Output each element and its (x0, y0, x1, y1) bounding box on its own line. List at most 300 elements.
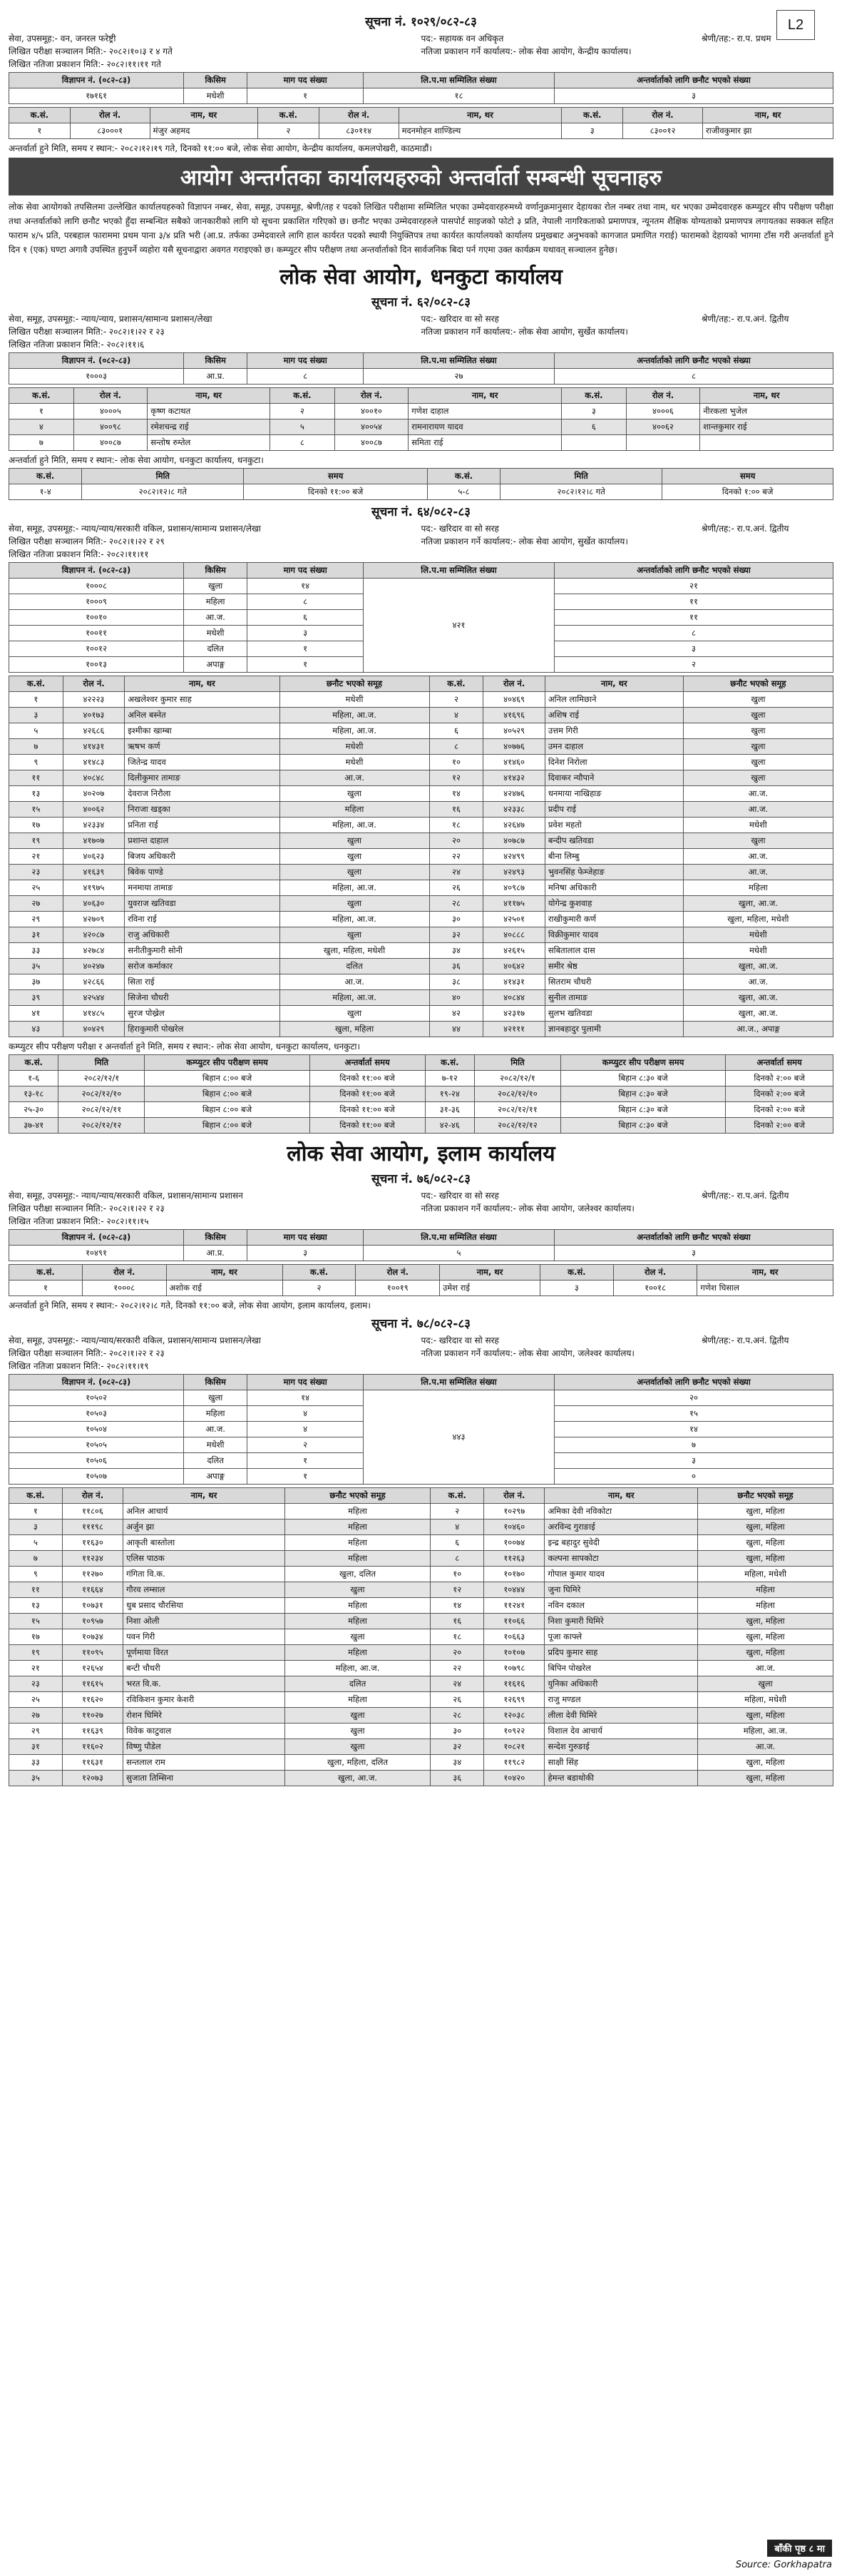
table-cell: प्रनिता राई (125, 818, 279, 833)
table-cell: खुला (184, 1390, 247, 1406)
table-cell: ३० (431, 1724, 484, 1739)
table-cell: आ.ज. (683, 974, 833, 990)
table-cell: ४०८४४ (483, 990, 545, 1006)
office-heading: लोक सेवा आयोग, धनकुटा कार्यालय (279, 265, 563, 290)
table-cell: ४२५०१ (483, 912, 545, 927)
header-row (9, 676, 833, 692)
table-cell: १०२९७ (484, 1504, 545, 1519)
table-cell: भुवनसिंह फेम्जेहाङ (545, 865, 683, 880)
table-cell: ८३०११४ (319, 123, 399, 139)
table-cell: ३२ (431, 1739, 484, 1755)
column-header: रोल नं. (626, 388, 700, 404)
table-cell: १०१७० (484, 1567, 545, 1582)
result-date: लिखित नतिजा प्रकाशन मिति:- २०८२।११।११ (9, 549, 149, 559)
notice-meta: सेवा, समूह, उपसमूह:- न्याय/न्याय/सरकारी वकिल, प्रशासन/सामान्य प्रशासन पद:- खरिदार वा सो सरह श्रेणी/तह:- रा.प.अनं. द्वितीय (9, 1191, 789, 1201)
column-header: क.सं. (9, 1265, 83, 1281)
table-cell: बन्दीप खतिवडा (545, 833, 683, 849)
table-cell: १०५०२ (9, 1390, 184, 1406)
table-cell: १०००३ (9, 369, 184, 385)
table-cell: अनिल लामिछाने (545, 692, 683, 708)
table-cell: खुला (279, 927, 429, 943)
table-cell: ऋषभ कर्ण (125, 739, 279, 755)
column-header: नाम, थर (697, 1265, 833, 1281)
table-cell: ११६६४ (62, 1582, 123, 1598)
column-header: माग पद संख्या (247, 1375, 364, 1390)
header-row (9, 388, 833, 404)
table-cell: १०५०५ (9, 1437, 184, 1453)
table-cell: ११२७० (62, 1567, 123, 1582)
column-header: रोल नं. (63, 676, 125, 692)
table-cell: ७ (9, 435, 74, 451)
table-cell: मनमाया तामाङ (125, 880, 279, 896)
table-cell: खुला (279, 849, 429, 865)
result-date: लिखित नतिजा प्रकाशन मिति:- २०८२।११।१९ (9, 1361, 149, 1371)
table-row (9, 1086, 833, 1102)
table-cell: महिला (284, 1692, 431, 1708)
table-cell: ८ (555, 369, 833, 385)
column-header: नाम, थर (166, 1265, 282, 1281)
table-cell: दिनको २:०० बजे (726, 1086, 833, 1102)
notice-meta: सेवा, उपसमूह:- वन, जनरल फरेष्ट्री पद:- सहायक वन अधिकृत श्रेणी/तह:- रा.प. प्रथम (9, 34, 771, 44)
column-header: नाम, थर (150, 108, 257, 123)
table-cell: आ.ज. (683, 849, 833, 865)
table-cell: ४१४३२ (483, 770, 545, 786)
column-header: रोल नं. (62, 1488, 123, 1504)
table-cell: खुला, आ.ज. (683, 959, 833, 974)
table-cell: ११६३९ (62, 1724, 123, 1739)
table-cell: २४ (429, 865, 483, 880)
table-cell: सिजेना चौधरी (125, 990, 279, 1006)
page-label: L2 (776, 10, 815, 40)
table-cell: २ (247, 1437, 364, 1453)
column-header: रोल नं. (334, 388, 409, 404)
table-cell: रामनारायण यादव (409, 419, 562, 435)
table-cell: उमन दाहाल (545, 739, 683, 755)
column-header: माग पद संख्या (247, 353, 364, 369)
table-cell: दिनको १:०० बजे (662, 484, 833, 500)
table-row (9, 818, 833, 833)
table-cell: बिहान ८:३० बजे (560, 1071, 725, 1086)
table-cell (700, 435, 833, 451)
table-cell: ११६३० (62, 1535, 123, 1551)
table-cell: ४०२०७ (63, 786, 125, 802)
table-cell: ८ (247, 594, 364, 610)
table-cell: ज्ञानबहादुर पुलामी (545, 1022, 683, 1037)
table-cell: खुला (279, 896, 429, 912)
table-cell: महिला, आ.ज. (279, 723, 429, 739)
table-row (9, 692, 833, 708)
table-cell: ४००१० (334, 404, 409, 419)
vacancy-table (9, 352, 833, 385)
table-cell: ७ (9, 1551, 63, 1567)
table-cell: १५ (555, 1406, 833, 1422)
table-cell: निशा कुमारी घिमिरे (545, 1614, 698, 1629)
column-header: मिति (474, 1055, 560, 1071)
table-cell: २०८२/१२/१० (58, 1086, 145, 1102)
notice-meta: सेवा, समूह, उपसमूह:- न्याय/न्याय/सरकारी वकिल, प्रशासन/सामान्य प्रशासन/लेखा पद:- खरिदार वा सो सरह श्रेणी/तह:- रा.प.अनं. द्वितीय (9, 1335, 789, 1345)
header-row (9, 73, 833, 88)
column-header: नाम, थर (440, 1265, 540, 1281)
table-cell: ४ (247, 1406, 364, 1422)
table-cell: साक्षी सिंह (545, 1755, 698, 1771)
column-header: क.सं. (9, 108, 71, 123)
table-cell: खुला, महिला (279, 1022, 429, 1037)
table-cell: शान्तकुमार राई (700, 419, 833, 435)
table-cell: योगेन्द्र कुशवाह (545, 896, 683, 912)
table-cell: २३ (9, 1676, 63, 1692)
vacancy-table (9, 72, 833, 104)
column-header: किसिम (184, 353, 247, 369)
column-header: छनौट भएको समूह (683, 676, 833, 692)
table-cell: महिला (279, 802, 429, 818)
table-row (9, 1535, 833, 1551)
table-cell: ३ (555, 641, 833, 657)
column-header: नाम, थर (148, 388, 270, 404)
table-cell: खुला (683, 708, 833, 723)
table-cell: मनिषा अधिकारी (545, 880, 683, 896)
table-cell: खुला (284, 1708, 431, 1724)
table-cell: १८ (431, 1629, 484, 1645)
table-cell: रमेशचन्द्र राई (148, 419, 270, 435)
table-cell: ४२३३८ (483, 802, 545, 818)
table-row (9, 88, 833, 104)
table-cell: ४२३३४ (63, 818, 125, 833)
table-cell: बिहान ८:०० बजे (145, 1118, 309, 1134)
table-row (9, 770, 833, 786)
table-cell: खुला, महिला (698, 1771, 833, 1786)
table-cell: १६ (429, 802, 483, 818)
table-cell: समीर श्रेष्ठ (545, 959, 683, 974)
table-cell: ८ (429, 739, 483, 755)
table-cell: आ.ज. (184, 610, 247, 626)
table-cell: दिलीकुमार तामाङ (125, 770, 279, 786)
table-cell: ४२६४७ (483, 818, 545, 833)
table-cell: खुला (279, 865, 429, 880)
table-cell: ११ (9, 1582, 63, 1598)
table-cell: ४१४८३ (63, 755, 125, 770)
table-cell: ४००९८ (73, 419, 148, 435)
table-cell: ११०९५ (62, 1645, 123, 1661)
table-cell: २०८२/१२/१० (474, 1086, 560, 1102)
table-cell: ४२६१५ (483, 943, 545, 959)
header-row (9, 1230, 833, 1246)
table-cell: १६ (431, 1614, 484, 1629)
column-header: विज्ञापन नं. (०८२-८३) (9, 1375, 184, 1390)
column-header: किसिम (184, 1230, 247, 1246)
table-row (9, 1504, 833, 1519)
table-cell: ४०६४२ (483, 959, 545, 974)
column-header: क.सं. (429, 676, 483, 692)
table-cell: आ.प्र. (184, 369, 247, 385)
table-cell: २०८२/१२/१ (58, 1071, 145, 1086)
table-cell: १० (429, 755, 483, 770)
table-cell: सबितालाल दास (545, 943, 683, 959)
table-cell: १४ (431, 1598, 484, 1614)
column-header: क.सं. (427, 469, 500, 484)
table-cell: १०५०६ (9, 1453, 184, 1469)
table-cell: दिवाकर न्यौपाने (545, 770, 683, 786)
table-cell: १ (247, 88, 364, 104)
column-header: विज्ञापन नं. (०८२-८३) (9, 353, 184, 369)
table-row (9, 723, 833, 739)
column-header: लि.प.मा सम्मिलित संख्या (364, 353, 555, 369)
column-header: विज्ञापन नं. (०८२-८३) (9, 73, 184, 88)
table-cell: खुला (284, 1582, 431, 1598)
table-cell: १००१० (9, 610, 184, 626)
result-date: लिखित नतिजा प्रकाशन मिति:- २०८२।११।६ (9, 340, 145, 350)
table-cell: ४०००६ (626, 404, 700, 419)
table-cell: ११६१६ (484, 1676, 545, 1692)
table-cell: गौरव लम्साल (123, 1582, 285, 1598)
table-cell: मधेशी (184, 1437, 247, 1453)
table-cell: ४३ (9, 1022, 63, 1037)
table-cell: सिता राई (125, 974, 279, 990)
table-cell: अर्जुन झा (123, 1519, 285, 1535)
table-cell: दिनको २:०० बजे (726, 1118, 833, 1134)
table-cell: २९ (9, 1724, 63, 1739)
table-row (9, 943, 833, 959)
table-cell: १ (9, 123, 71, 139)
page-footer (736, 2540, 832, 2570)
notice-paragraph: लोक सेवा आयोगको तपसिलमा उल्लेखित कार्यालयहरुको विज्ञापन नम्बर, सेवा, समूह, उपसमूह, श्रेणी/तह र पदको लिखित परीक्षामा सम्मिलित भएका उम्मेदवारहरुमध्ये वर्णानुक्रमानुसार देहायका रोल नम्बर तथा नाम, थर भएका उम्मेदवारहरु कम्प्युटर सीप परीक्षण परीक्षा तथा अन्तर्वार्ताको लागि छनौट भएको हुँदा सम्बन्धित सबैको जानकारीको लागि यो सूचना प्रकाशित गरिएको छ। छनौट भएका उम्मेदवारहरुले पासपोर्ट साइजको फोटो ३ प्रति, नेपाली नागरिकताको प्रमाणपत्र, न्यूनतम शैक्षिक योग्यताको प्रमाणपत्र लगायतका सक्कल सहित फाराम ४/५ प्रति, परबहाल फाराममा प्रथम पाना ३/४ प्रति भरी (आ.प्र. तर्फका उम्मेदवारले लागि हाल कार्यरत पदको स्थायी नियुक्तिपत्र तथा कार्यरत कार्यालयको कार्यालय प्रमुखबाट अनुभवको कागजात प्रमाणित गराई) फारामको देहायको भागमा टाँस गरी अन्तर्वार्ता हुने दिन १ (एक) घण्टा अगावै उपस्थित हुनुपर्ने व्यहोरा यसै सूचनाद्वारा अवगत गराइएको छ। कम्प्युटर सीप परीक्षण तथा अन्तर्वार्ताको दिन सार्वजनिक बिदा पर्न गएमा उक्त कार्यक्रम यथावत् सञ्चालन हुनेछ। (9, 202, 833, 255)
table-cell: ५ (364, 1246, 555, 1261)
table-cell: ३६ (429, 959, 483, 974)
table-cell: सितराम चौधरी (545, 974, 683, 990)
source-credit: Source: Gorkhapatra (735, 2560, 832, 2570)
table-row (9, 1614, 833, 1629)
column-header: छनौट भएको समूह (698, 1488, 833, 1504)
table-cell: अपाङ्ग (184, 1469, 247, 1485)
column-header: लि.प.मा सम्मिलित संख्या (364, 563, 555, 579)
table-cell: २५ (9, 1692, 63, 1708)
table-cell: १३-१८ (9, 1086, 58, 1102)
table-cell (562, 435, 627, 451)
table-cell: ११ (555, 610, 833, 626)
table-cell: पूजा काफ्ले (545, 1629, 698, 1645)
table-cell: ३० (429, 912, 483, 927)
table-cell: ४००६२ (63, 802, 125, 818)
table-cell: लीला देवी घिमिरे (545, 1708, 698, 1724)
table-cell: ४००८७ (73, 435, 148, 451)
table-cell: महिला, आ.ज. (698, 1724, 833, 1739)
table-cell: खुला, महिला, मधेशी (683, 912, 833, 927)
table-cell: ३ (9, 708, 63, 723)
table-cell: २ (555, 657, 833, 673)
table-cell: महिला, आ.ज. (284, 1661, 431, 1676)
column-header: क.सं. (9, 1055, 58, 1071)
table-cell: १३ (9, 1598, 63, 1614)
table-cell: २०८२/१२/११ (58, 1102, 145, 1118)
table-cell: ३ (555, 1246, 833, 1261)
table-cell: महिला (284, 1645, 431, 1661)
table-cell: ४२५४४ (63, 990, 125, 1006)
table-cell: गणेश दाहाल (409, 404, 562, 419)
table-cell: मधेशी (683, 818, 833, 833)
table-cell: १७१६१ (9, 88, 184, 104)
table-cell: उत्तम गिरी (545, 723, 683, 739)
table-cell: सरोज कर्माकार (125, 959, 279, 974)
table-cell: प्रशान्त दाहाल (125, 833, 279, 849)
table-cell: ४१६९६ (483, 708, 545, 723)
table-cell: ३ (540, 1281, 613, 1296)
table-cell: खुला (683, 755, 833, 770)
table-cell: १४ (247, 579, 364, 594)
table-cell: १७ (9, 1629, 63, 1645)
table-cell: नविन दकाल (545, 1598, 698, 1614)
table-cell: विक्रीकुमार यादव (545, 927, 683, 943)
table-cell: ३८ (429, 974, 483, 990)
table-cell: खुला, महिला (698, 1629, 833, 1645)
table-cell: बिजय अधिकारी (125, 849, 279, 865)
header-row (9, 1055, 833, 1071)
table-row (9, 1281, 833, 1296)
table-cell: १०७९८ (484, 1661, 545, 1676)
table-cell: ७ (555, 1437, 833, 1453)
table-cell: १ (247, 641, 364, 657)
column-header: नाम, थर (700, 388, 833, 404)
table-row (9, 123, 833, 139)
table-cell: १०४६० (484, 1519, 545, 1535)
table-row (9, 1118, 833, 1134)
column-header: नाम, थर (125, 676, 279, 692)
column-header: क.सं. (562, 388, 627, 404)
header-row (9, 1265, 833, 1281)
header-row (9, 563, 833, 579)
table-row (9, 990, 833, 1006)
table-cell: ३ (247, 626, 364, 641)
table-cell: ८ (270, 435, 335, 451)
candidate-table (9, 1264, 833, 1296)
table-row (9, 896, 833, 912)
table-cell: निशा ओली (123, 1614, 285, 1629)
table-row (9, 880, 833, 896)
table-cell: ४०५२९ (483, 723, 545, 739)
candidate-table (9, 387, 833, 451)
notice-meta: सेवा, समूह, उपसमूह:- न्याय/न्याय, प्रशासन/सामान्य प्रशासन/लेखा पद:- खरिदार वा सो सरह श्रेणी/तह:- रा.प.अनं. द्वितीय (9, 314, 789, 324)
table-cell: १००११ (9, 626, 184, 641)
table-cell: महिला (284, 1504, 431, 1519)
table-row (9, 786, 833, 802)
column-header: अन्तर्वार्ताको लागि छनौट भएको संख्या (555, 353, 833, 369)
column-header: समय (662, 469, 833, 484)
table-cell: राजु अधिकारी (125, 927, 279, 943)
table-cell: ३७ (9, 974, 63, 990)
table-cell: खुला, महिला (698, 1504, 833, 1519)
table-cell: राजीवकुमार झा (703, 123, 833, 139)
table-cell: ४०००५ (73, 404, 148, 419)
candidate-table (9, 676, 833, 1037)
table-cell: आ.प्र. (184, 1246, 247, 1261)
table-cell: १११९८ (62, 1519, 123, 1535)
table-row (9, 579, 833, 594)
table-cell: दलित (279, 959, 429, 974)
table-cell: आकृती बास्तोला (123, 1535, 285, 1551)
table-cell: ४२१११ (483, 1022, 545, 1037)
table-cell: महिला (184, 594, 247, 610)
column-header: क.सं. (9, 388, 74, 404)
table-cell: राखीकुमारी कर्ण (545, 912, 683, 927)
table-cell: पूर्णमाया विरत (123, 1645, 285, 1661)
table-cell: दिनको २:०० बजे (726, 1071, 833, 1086)
table-cell: ७-१२ (425, 1071, 474, 1086)
table-row (9, 404, 833, 419)
table-row (9, 1645, 833, 1661)
table-cell: ४००५४ (334, 419, 409, 435)
table-cell: खुला, महिला (698, 1708, 833, 1724)
table-cell: नीरकला भुजेल (700, 404, 833, 419)
table-cell: अनिल आचार्य (123, 1504, 285, 1519)
table-cell: सुरज पोख्रेल (125, 1006, 279, 1022)
table-cell: मधेशी (279, 692, 429, 708)
table-cell: प्रवेश महतो (545, 818, 683, 833)
table-cell: खुला (284, 1739, 431, 1755)
table-cell: ४२-४६ (425, 1118, 474, 1134)
table-cell: २५ (9, 880, 63, 896)
table-cell: १०५०३ (9, 1406, 184, 1422)
table-cell: ११६०२ (62, 1739, 123, 1755)
table-cell: बिपिन पोखरेल (545, 1661, 698, 1676)
notice-meta: लिखित परीक्षा सञ्चालन मिति:- २०८२।१।२२ र २३ नतिजा प्रकाशन गर्ने कार्यालय:- लोक सेवा आयोग, सुर्खेत कार्यालय। (9, 327, 628, 337)
table-cell: अपाङ्ग (184, 657, 247, 673)
column-header: छनौट भएको समूह (284, 1488, 431, 1504)
table-cell: २०८२/१२/११ (474, 1102, 560, 1118)
table-cell: ९ (9, 1567, 63, 1582)
table-cell: रोशन घिमिरे (123, 1708, 285, 1724)
table-cell: इश्मीका खाम्बा (125, 723, 279, 739)
notice-meta: लिखित परीक्षा सञ्चालन मिति:- २०८२।१०।३ र ४ गते नतिजा प्रकाशन गर्ने कार्यालय:- लोक सेवा आयोग, केन्द्रीय कार्यालय। (9, 46, 632, 56)
table-cell: ५ (9, 723, 63, 739)
table-cell: आ.ज. (683, 786, 833, 802)
table-cell (626, 435, 700, 451)
table-row (9, 927, 833, 943)
table-cell: २१ (9, 849, 63, 865)
table-row (9, 1692, 833, 1708)
table-cell: २१ (9, 1661, 63, 1676)
table-cell: २१ (555, 579, 833, 594)
table-cell: ६ (247, 610, 364, 626)
table-cell: बिहान ८:०० बजे (145, 1086, 309, 1102)
table-row (9, 974, 833, 990)
table-cell: महिला (698, 1582, 833, 1598)
table-cell: २ (429, 692, 483, 708)
table-cell: ४०९८७ (483, 880, 545, 896)
table-cell: बिवेक पाण्डे (125, 865, 279, 880)
office-heading: लोक सेवा आयोग, इलाम कार्यालय (287, 1141, 555, 1166)
table-row (9, 865, 833, 880)
column-header: रोल नं. (70, 108, 150, 123)
table-cell: ४२६८६ (63, 723, 125, 739)
table-cell: ४०६३० (63, 896, 125, 912)
table-cell: ८ (555, 626, 833, 641)
table-cell: ४१६३९ (63, 865, 125, 880)
column-header: नाम, थर (545, 1488, 698, 1504)
column-header: मिति (500, 469, 662, 484)
table-cell: २३ (9, 865, 63, 880)
table-cell: आ.ज. (279, 974, 429, 990)
column-header: क.सं. (540, 1265, 613, 1281)
table-cell: ४२७८४ (63, 943, 125, 959)
schedule-info: कम्प्युटर सीप परीक्षण परीक्षा र अन्तर्वार्ता हुने मिति, समय र स्थान:- लोक सेवा आयोग, धनकुटा कार्यालय, धनकुटा। (9, 1042, 361, 1052)
total-cell: ४२१ (364, 579, 555, 673)
column-header: अन्तर्वार्ताको लागि छनौट भएको संख्या (555, 73, 833, 88)
table-cell: १०६६३ (484, 1629, 545, 1645)
table-cell: १ (9, 1504, 63, 1519)
table-row (9, 1022, 833, 1037)
table-row (9, 1724, 833, 1739)
table-cell: दिनेश निरोला (545, 755, 683, 770)
table-row (9, 1598, 833, 1614)
table-cell: १०५०४ (9, 1422, 184, 1437)
